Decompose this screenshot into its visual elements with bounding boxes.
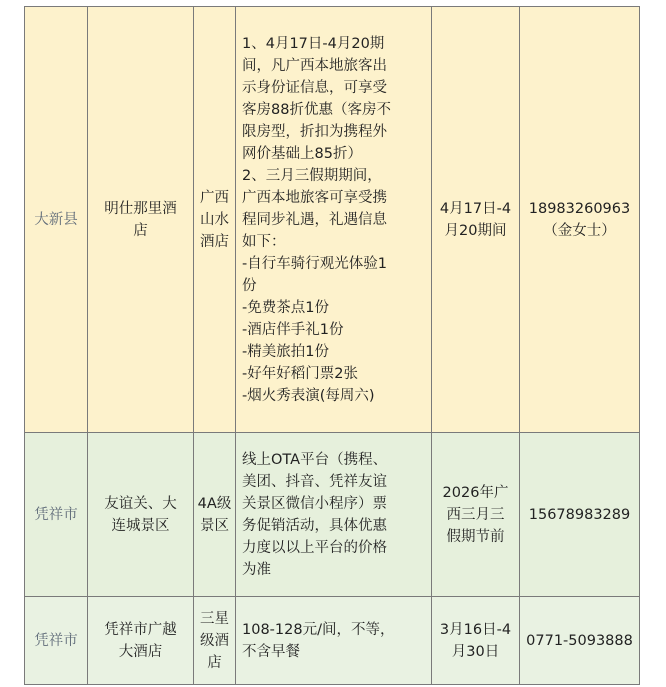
region-text: 凭祥市 [34, 506, 78, 523]
contact-cell: 18983260963 （金女士） [520, 7, 640, 433]
name-cell: 友谊关、大 连城景区 [88, 433, 194, 597]
region-text: 大新县 [34, 211, 78, 228]
contact-cell: 15678983289 [520, 433, 640, 597]
region-cell [25, 433, 88, 597]
detail-cell: 108-128元/间，不等， 不含早餐 [236, 597, 432, 685]
region-text: 凭祥市 [34, 632, 78, 649]
type-cell: 4A级 景区 [194, 433, 236, 597]
region-cell [25, 7, 88, 433]
type-cell: 三星 级酒 店 [194, 597, 236, 685]
table-row [25, 7, 640, 433]
contact-cell: 0771-5093888 [520, 597, 640, 685]
detail-cell: 线上OTA平台（携程、 美团、抖音、凭祥友谊 关景区微信小程序）票 务促销活动，具体优惠 力度以以上平台的价格 为准 [236, 433, 432, 597]
table-row [25, 597, 640, 685]
region-cell [25, 597, 88, 685]
detail-cell: 1、4月17日-4月20期 间，凡广西本地旅客出 示身份证信息，可享受 客房88折优惠（客房不 限房型，折扣为携程外 网价基础上85折） 2、三月三假期期间， 广西本地旅客可享受携 程同步礼遇，礼遇信息 如下： -自行车骑行观光体验1 份 -免费茶点1份 -酒店伴手礼1份 -精美旅拍1份 -好年好稻门票2张 -烟火秀表演(每周六) [236, 7, 432, 433]
time-cell: 3月16日-4 月30日 [432, 597, 520, 685]
time-cell: 4月17日-4 月20期间 [432, 7, 520, 433]
name-cell: 明仕那里酒 店 [88, 7, 194, 433]
promotion-table [24, 6, 640, 685]
name-cell: 凭祥市广越 大酒店 [88, 597, 194, 685]
table-row [25, 433, 640, 597]
type-cell: 广西 山水 酒店 [194, 7, 236, 433]
time-cell: 2026年广 西三月三 假期节前 [432, 433, 520, 597]
